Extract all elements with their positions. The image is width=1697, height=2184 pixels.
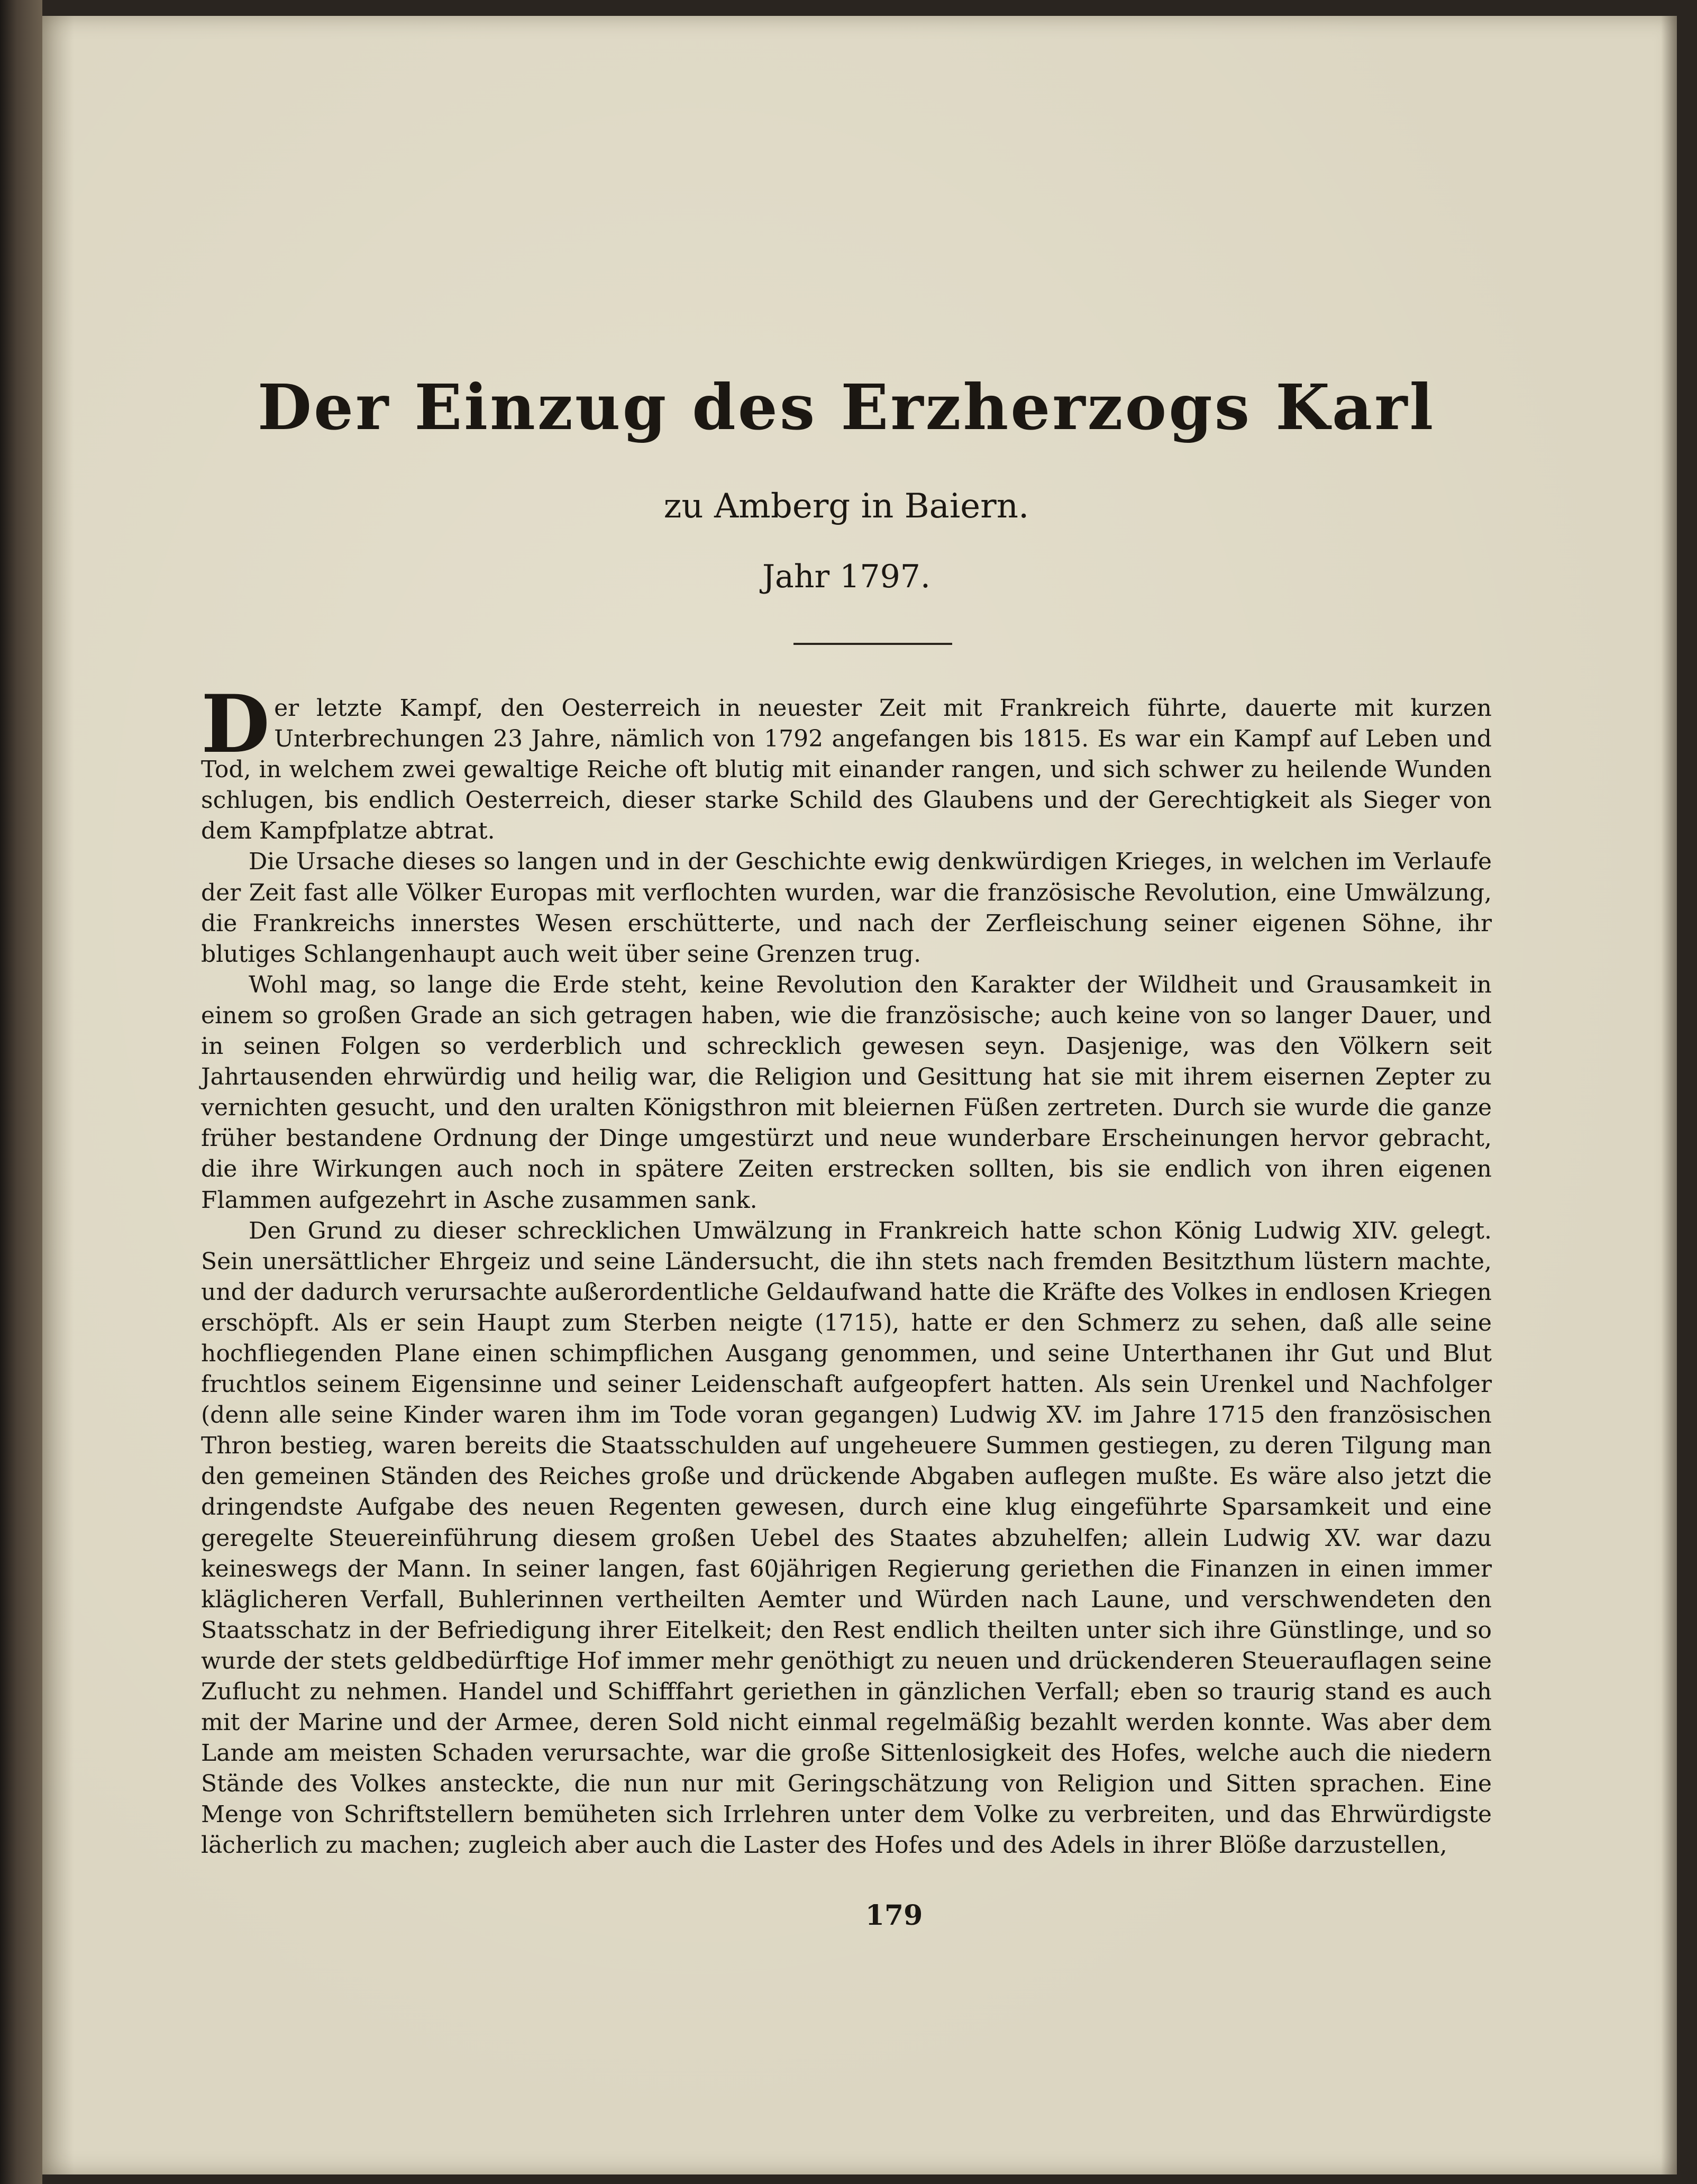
- article-subtitle: zu Amberg in Baiern.: [663, 487, 1029, 526]
- paragraph-1-text: er letzte Kampf, den Oesterreich in neuester Zeit mit Frankreich führte, dauerte mit kurzen Unterbrechungen 23 Jahre, nämlich von 1792 angefangen bis 1815. Es war ein Kampf auf Leben und Tod, in welchem zwei gewaltige Reiche oft blutig mit einander rangen, und sich schwer zu heilende Wunden schlugen, bis endlich Oesterreich, dieser starke Schild des Glaubens und der Gerechtigkeit als Sieger von dem Kampfplatze abtrat.: [201, 695, 1492, 845]
- page-edge-shadow: [1661, 16, 1677, 2174]
- paragraph-4: Den Grund zu dieser schrecklichen Umwälzung in Frankreich hatte schon König Ludwig XIV. gelegt. Sein unersättlicher Ehrgeiz und seine Ländersucht, die ihn stets nach fremden Besitzthum lüstern machte, und der dadurch verursachte außerordentliche Geldaufwand hatte die Kräfte des Volkes in endlosen Kriegen erschöpft. Als er sein Haupt zum Sterben neigte (1715), hatte er den Schmerz zu sehen, daß alle seine hochfliegenden Plane einen schimpflichen Ausgang genommen, und seine Unterthanen ihr Gut und Blut fruchtlos seinem Eigensinne und seiner Leidenschaft aufgeopfert hatten. Als sein Urenkel und Nachfolger (denn alle seine Kinder waren ihm im Tode voran gegangen) Ludwig XV. im Jahre 1715 den französischen Thron bestieg, waren bereits die Staatsschulden auf ungeheuere Summen gestiegen, zu deren Tilgung man den gemeinen Ständen des Reiches große und drückende Abgaben auflegen mußte. Es wäre also jetzt die dringendste Aufgabe des neuen Regenten gewesen, durch eine klug eingeführte Sparsamkeit und eine geregelte Steuereinführung diesem großen Uebel des Staates abzuhelfen; allein Ludwig XV. war dazu keineswegs der Mann. In seiner langen, fast 60jährigen Regierung geriethen die Finanzen in einen immer kläglicheren Verfall, Buhlerinnen vertheilten Aemter und Würden nach Laune, und verschwendeten den Staatsschatz in der Befriedigung ihrer Eitelkeit; den Rest endlich theilten unter sich ihre Günstlinge, und so wurde der stets geldbedürftige Hof immer mehr genöthigt zu neuen und drückenderen Steuerauflagen seine Zuflucht zu nehmen. Handel und Schifffahrt geriethen in gänzlichen Verfall; eben so traurig stand es auch mit der Marine und der Armee, deren Sold nicht einmal regelmäßig bezahlt werden konnte. Was aber dem Lande am meisten Schaden verursachte, war die große Sittenlosigkeit des Hofes, welche auch die niedern Stände des Volkes ansteckte, die nun nur mit Geringschätzung von Religion und Sitten sprachen. Eine Menge von Schriftstellern bemüheten sich Irrlehren unter dem Volke zu verbreiten, und das Ehrwürdigste lächerlich zu machen; zugleich aber auch die Laster des Hofes und des Adels in ihrer Blöße darzustellen,: [201, 1217, 1492, 1859]
- page-content: [201, 0, 1492, 2184]
- title-divider: [793, 643, 952, 645]
- book-spine: [0, 0, 42, 2184]
- paragraph-1: [201, 678, 1492, 847]
- article-title: Der Einzug des Erzherzogs Karl: [257, 370, 1436, 444]
- drop-cap: D: [201, 678, 270, 771]
- article-year: Jahr 1797.: [762, 558, 930, 595]
- page-number: 179: [865, 1899, 923, 1932]
- paragraph-3: Wohl mag, so lange die Erde steht, keine Revolution den Karakter der Wildheit und Grausamkeit in einem so großen Grade an sich getragen haben, wie die französische; auch keine von so langer Dauer, und in seinen Folgen so verderblich und schrecklich gewesen seyn. Dasjenige, was den Völkern seit Jahrtausenden ehrwürdig und heilig war, die Religion und Gesittung hat sie mit ihrem eisernen Zepter zu vernichten gesucht, und den uralten Königsthron mit bleiernen Füßen zertreten. Durch sie wurde die ganze früher bestandene Ordnung der Dinge umgestürzt und neue wunderbare Erscheinungen hervor gebracht, die ihre Wirkungen auch noch in spätere Zeiten erstrecken sollten, bis sie endlich von ihren eigenen Flammen aufgezehrt in Asche zusammen sank.: [201, 971, 1492, 1214]
- paragraph-2: Die Ursache dieses so langen und in der Geschichte ewig denkwürdigen Krieges, in welchen im Verlaufe der Zeit fast alle Völker Europas mit verflochten wurden, war die französische Revolution, eine Umwälzung, die Frankreichs innerstes Wesen erschütterte, und nach der Zerfleischung seiner eigenen Söhne, ihr blutiges Schlangenhaupt auch weit über seine Grenzen trug.: [201, 848, 1492, 968]
- article-body: [201, 678, 1492, 1861]
